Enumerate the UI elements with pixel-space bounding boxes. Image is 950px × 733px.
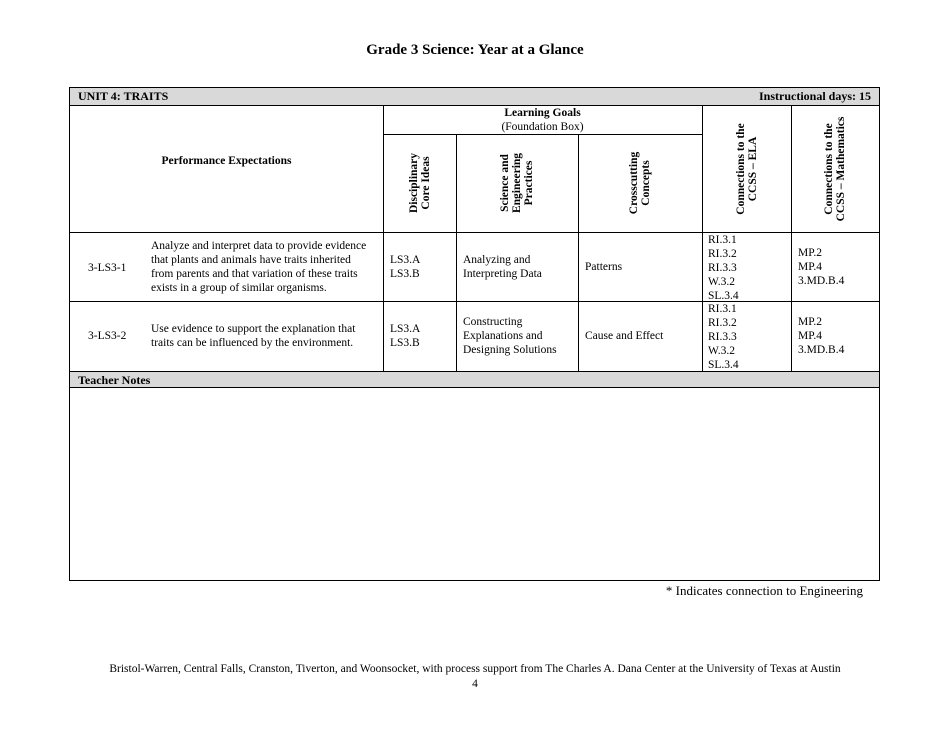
- dci-code: LS3.A: [390, 254, 421, 266]
- math-standard: 3.MD.B.4: [798, 275, 845, 287]
- sep-line: Analyzing and: [463, 254, 531, 266]
- pe-description: [151, 322, 383, 350]
- pe-code: 3-LS3-2: [88, 330, 127, 342]
- sep-practice: [463, 315, 557, 357]
- row-divider: [383, 134, 702, 135]
- unit-header-bar: [70, 88, 879, 106]
- ela-standards: [708, 302, 739, 372]
- dci-code: LS3.B: [390, 268, 420, 280]
- math-standards: [798, 315, 844, 357]
- dci-codes: [390, 253, 420, 281]
- dci-code: LS3.A: [390, 323, 421, 335]
- sep-header-line: Science and: [499, 154, 511, 212]
- sep-practice: [463, 253, 542, 281]
- pe-text-line: Analyze and interpret data to provide evidence: [151, 240, 367, 252]
- performance-expectations-header: Performance Expectations: [161, 155, 292, 167]
- crosscutting-concept: Patterns: [585, 261, 623, 273]
- crosscutting-concept: Cause and Effect: [585, 330, 664, 342]
- math-standards: [798, 246, 844, 288]
- page-number: 4: [472, 678, 478, 690]
- ela-standard: W.3.2: [708, 345, 736, 357]
- math-header-line: Connections to the: [823, 123, 835, 215]
- learning-goals-title: Learning Goals: [504, 107, 581, 119]
- math-standard: 3.MD.B.4: [798, 344, 845, 356]
- col-divider: [702, 106, 703, 371]
- pe-description: [151, 239, 383, 295]
- ela-standard: SL.3.4: [708, 359, 739, 371]
- sep-line: Designing Solutions: [463, 344, 557, 356]
- row-divider: [70, 301, 879, 302]
- crosscutting-header: [628, 152, 652, 214]
- unit-table: [69, 87, 880, 581]
- col-divider: [791, 106, 792, 371]
- engineering-note: * Indicates connection to Engineering: [665, 583, 863, 598]
- page-footer: [0, 662, 950, 692]
- ela-standard: RI.3.3: [708, 331, 737, 343]
- dci-codes: [390, 322, 420, 350]
- dci-header: [408, 153, 432, 213]
- ela-standard: RI.3.2: [708, 248, 737, 260]
- col-divider: [456, 134, 457, 371]
- dci-header-line: Core Ideas: [420, 156, 432, 210]
- pe-text-line: from parents and that variation of these traits: [151, 268, 358, 280]
- ela-header-line: CCSS – ELA: [747, 136, 759, 202]
- learning-goals-header: [383, 106, 702, 134]
- col-divider: [578, 134, 579, 371]
- math-header-line: CCSS – Mathematics: [835, 116, 847, 222]
- unit-name: UNIT 4: TRAITS: [78, 89, 169, 103]
- ela-standard: RI.3.2: [708, 317, 737, 329]
- pe-text-line: Use evidence to support the explanation that: [151, 323, 356, 335]
- ela-standard: RI.3.1: [708, 303, 737, 315]
- math-standard: MP.2: [798, 316, 822, 328]
- col-divider: [383, 106, 384, 371]
- instructional-days: Instructional days: 15: [758, 89, 871, 103]
- cc-header-line: Concepts: [640, 160, 652, 206]
- sep-line: Constructing: [463, 316, 523, 328]
- page-title: Grade 3 Science: Year at a Glance: [366, 42, 584, 58]
- dci-code: LS3.B: [390, 337, 420, 349]
- pe-text-line: exists in a group of similar organisms.: [151, 282, 327, 294]
- pe-text-line: traits can be influenced by the environment.: [151, 337, 354, 349]
- ela-standard: W.3.2: [708, 276, 736, 288]
- sep-header-line: Engineering: [511, 152, 523, 214]
- sep-header-line: Practices: [523, 160, 535, 206]
- math-standard: MP.4: [798, 261, 822, 273]
- footer-credit: Bristol-Warren, Central Falls, Cranston, Tiverton, and Woonsocket, with process support from The Charles A. Dana Center at the University of Texas at Austin: [109, 663, 841, 675]
- ela-header: [735, 123, 759, 214]
- ela-standards: [708, 233, 739, 303]
- sep-header: [499, 153, 535, 213]
- teacher-notes-area[interactable]: [70, 388, 879, 580]
- ela-standard: RI.3.3: [708, 262, 737, 274]
- row-divider: [70, 232, 879, 233]
- ela-standard: SL.3.4: [708, 290, 739, 302]
- ela-header-line: Connections to the: [735, 123, 747, 215]
- math-header: [823, 117, 847, 222]
- ela-standard: RI.3.1: [708, 234, 737, 246]
- sep-line: Interpreting Data: [463, 268, 542, 280]
- math-standard: MP.2: [798, 247, 822, 259]
- teacher-notes-bar: [70, 371, 879, 388]
- cc-header-line: Crosscutting: [628, 151, 640, 215]
- teacher-notes-label: Teacher Notes: [78, 373, 151, 387]
- pe-code: 3-LS3-1: [88, 262, 127, 274]
- dci-header-line: Disciplinary: [408, 152, 420, 214]
- pe-text-line: that plants and animals have traits inherited: [151, 254, 351, 266]
- sep-line: Explanations and: [463, 330, 543, 342]
- foundation-box-label: (Foundation Box): [501, 121, 584, 133]
- math-standard: MP.4: [798, 330, 822, 342]
